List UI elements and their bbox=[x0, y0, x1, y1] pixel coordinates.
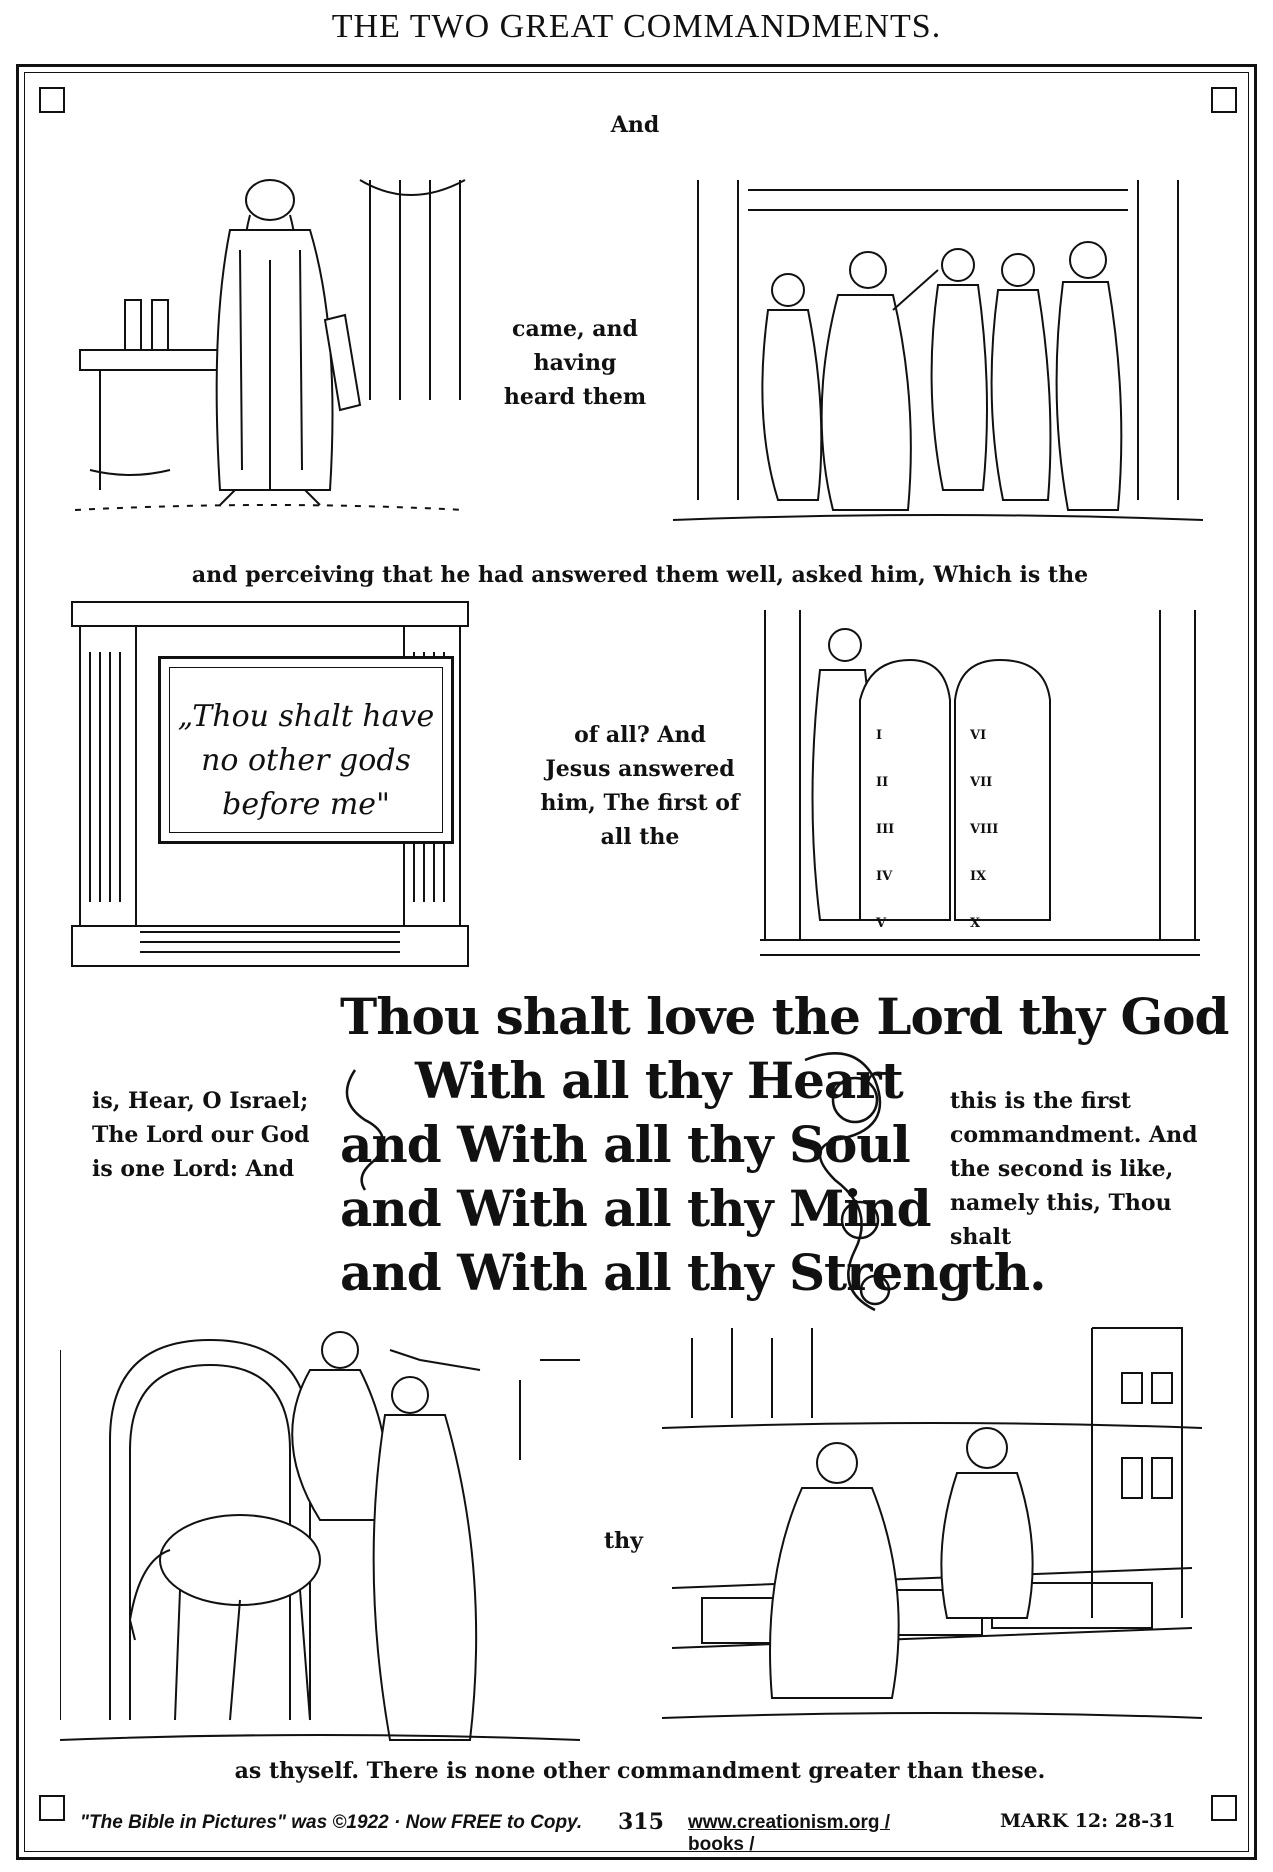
footer-page-number: 315 bbox=[618, 1809, 664, 1835]
illustration-scribe bbox=[70, 170, 470, 550]
text-first-commandment: this is the first commandment. And the second is like, namely this, Thou shalt bbox=[950, 1088, 1198, 1250]
text-perceiving: and perceiving that he had answered them well, asked him, Which is the bbox=[191, 562, 1089, 588]
verse-ornament bbox=[335, 1040, 935, 1340]
numeral-5: V bbox=[876, 916, 887, 931]
corner-ornament-bl bbox=[40, 1796, 64, 1820]
illustration-neighbors bbox=[662, 1318, 1202, 1758]
numeral-3: III bbox=[876, 822, 895, 837]
text-of-all-jesus-answered: of all? And Jesus answered him, The first of all the bbox=[540, 722, 740, 850]
footer-scripture-reference: MARK 12: 28-31 bbox=[1000, 1810, 1176, 1832]
footer-website-link[interactable]: www.creationism.org / books / bbox=[688, 1812, 891, 1855]
text-and: And bbox=[610, 112, 660, 138]
numeral-9: IX bbox=[970, 869, 987, 884]
corner-ornament-br bbox=[1212, 1796, 1236, 1820]
verse-line-1: Thou shalt love the Lord thy God bbox=[340, 987, 1229, 1046]
illustration-good-samaritan bbox=[60, 1320, 580, 1760]
numeral-2: II bbox=[876, 775, 889, 790]
tablet-right-numerals bbox=[970, 712, 1050, 947]
verse-line-4: and With all thy Mind bbox=[340, 1179, 931, 1238]
verse-line-2: With all thy Heart bbox=[415, 1051, 903, 1110]
text-came-having-heard: came, and having heard them bbox=[503, 316, 647, 410]
verse-line-5: and With all thy Strength. bbox=[340, 1243, 1046, 1302]
illustration-jesus-with-scribes bbox=[668, 170, 1208, 550]
tablet-left-numerals bbox=[876, 712, 946, 947]
text-thy: thy bbox=[604, 1528, 643, 1554]
page-title: THE TWO GREAT COMMANDMENTS. bbox=[331, 8, 942, 45]
text-as-thyself: as thyself. There is none other commandment greater than these. bbox=[234, 1758, 1046, 1784]
verse-line-3: and With all thy Soul bbox=[340, 1115, 910, 1174]
corner-ornament-tl bbox=[40, 88, 64, 112]
footer-copyright: "The Bible in Pictures" was ©1922 · Now FREE to Copy. bbox=[80, 1812, 583, 1833]
numeral-10: X bbox=[970, 916, 981, 931]
tablet-text: „Thou shalt have no other gods before me" bbox=[177, 699, 435, 822]
numeral-7: VII bbox=[970, 775, 993, 790]
numeral-6: VI bbox=[970, 728, 987, 743]
corner-ornament-tr bbox=[1212, 88, 1236, 112]
tablet-panel bbox=[158, 656, 454, 844]
numeral-8: VIII bbox=[970, 822, 999, 837]
numeral-1: I bbox=[876, 728, 883, 743]
numeral-4: IV bbox=[876, 869, 893, 884]
text-hear-o-israel: is, Hear, O Israel; The Lord our God is one Lord: And bbox=[92, 1088, 310, 1182]
